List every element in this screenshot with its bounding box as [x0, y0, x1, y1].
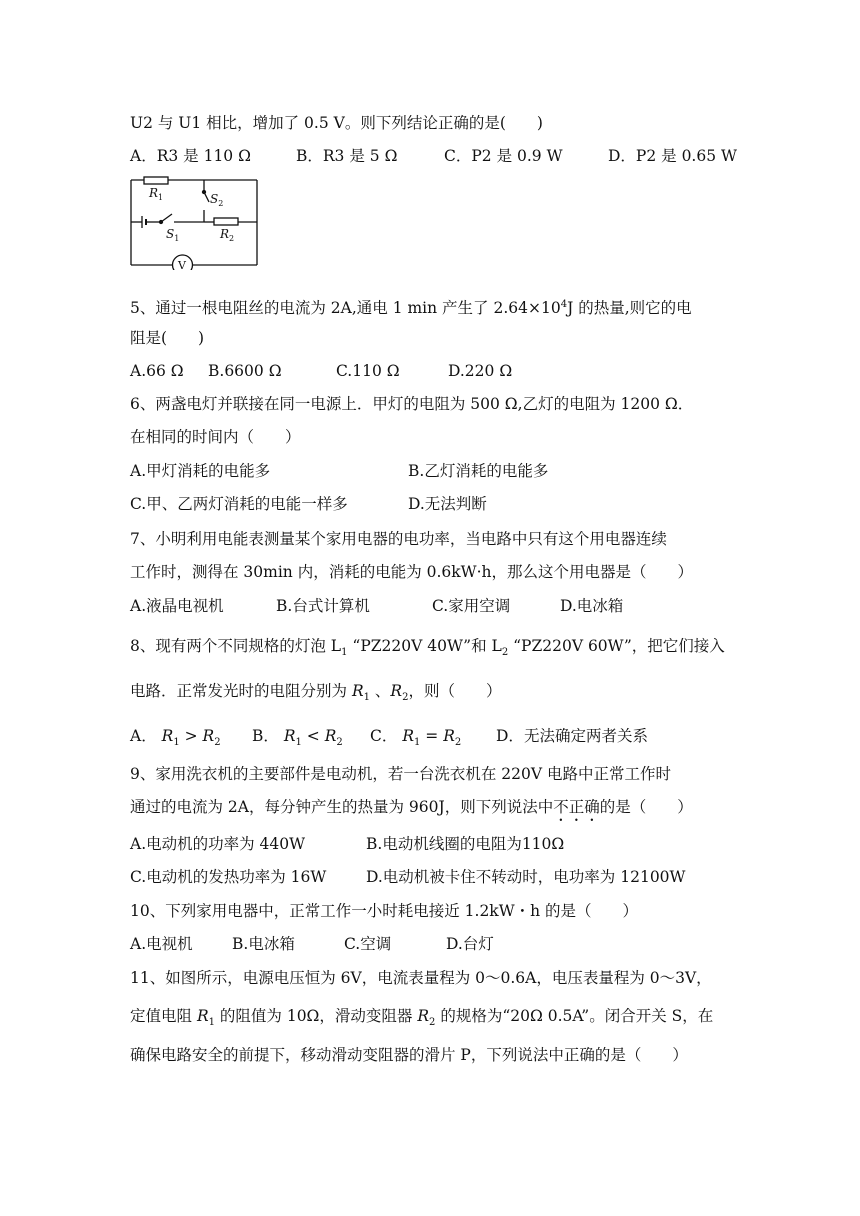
q5-option-a: A.66 Ω: [130, 362, 184, 380]
q7-line-2: 工作时，测得在 30min 内，消耗的电能为 0.6kW·h，那么这个用电器是（ ）: [130, 563, 694, 581]
q9-option-c: C.电动机的发热功率为 16W: [130, 868, 327, 886]
q5-line-2: 阻是( ): [130, 329, 205, 347]
circuit-diagram: [128, 176, 260, 270]
q5-option-c: C.110 Ω: [336, 362, 400, 380]
q8-option-d: D．无法确定两者关系: [496, 727, 648, 745]
s1-label: $S_1$: [166, 227, 180, 243]
s2-label: $S_2$: [210, 192, 224, 208]
q9-option-b: B.电动机线圈的电阻为110Ω: [366, 835, 565, 853]
q6-option-d: D.无法判断: [408, 495, 487, 513]
q4-option-b: B．R3 是 5 Ω: [296, 147, 398, 165]
q8-line-1: 8、现有两个不同规格的灯泡 $L_1$ “PZ220V 40W”和 $L_2$ “PZ220V 60W”，把它们接入: [130, 637, 725, 659]
q11-line-1: 11、如图所示，电源电压恒为 6V，电流表量程为 0～0.6A，电压表量程为 0～3V，: [130, 969, 712, 987]
r2-label: $R_2$: [220, 227, 235, 243]
q7-option-b: B.台式计算机: [276, 597, 370, 615]
q4-option-d: D．P2 是 0.65 W: [608, 147, 737, 165]
q4-option-c: C．P2 是 0.9 W: [444, 147, 563, 165]
r1-label: $R_1$: [149, 186, 164, 202]
emphasis-not-correct: 不正确: [553, 798, 600, 816]
q9-option-d: D.电动机被卡住不转动时，电功率为 12100W: [366, 868, 686, 886]
q7-option-c: C.家用空调: [432, 597, 511, 615]
q10-option-c: C.空调: [344, 935, 392, 953]
q6-option-a: A.甲灯消耗的电能多: [130, 462, 271, 480]
q8-line-2: 电路．正常发光时的电阻分别为 $R_1$ 、$R_2$，则（ ）: [130, 682, 502, 704]
q11-line-3: 确保电路安全的前提下，移动滑动变阻器的滑片 P，下列说法中正确的是（ ）: [130, 1046, 688, 1064]
q6-line-1: 6、两盏电灯并联接在同一电源上．甲灯的电阻为 500 Ω,乙灯的电阻为 1200 Ω．: [130, 395, 694, 413]
q7-option-d: D.电冰箱: [560, 597, 624, 615]
q8-option-b: B． $R_1 < R_2$: [252, 727, 343, 749]
q6-option-c: C.甲、乙两灯消耗的电能一样多: [130, 495, 348, 513]
q7-option-a: A.液晶电视机: [130, 597, 224, 615]
q5-option-b: B.6600 Ω: [208, 362, 282, 380]
q9-line-1: 9、家用洗衣机的主要部件是电动机，若一台洗衣机在 220V 电路中正常工作时: [130, 765, 671, 783]
q8-option-a: A． $R_1 > R_2$: [130, 727, 221, 749]
q5-option-d: D.220 Ω: [448, 362, 513, 380]
q4-stem: U2 与 U1 相比，增加了 0.5 V。则下列结论正确的是( ): [130, 114, 543, 132]
q10-option-b: B.电冰箱: [232, 935, 295, 953]
q10-line-1: 10、下列家用电器中，正常工作一小时耗电接近 1.2kW・h 的是（ ）: [130, 902, 639, 920]
q10-option-d: D.台灯: [446, 935, 494, 953]
q8-option-c: C． $R_1 = R_2$: [370, 727, 462, 749]
q6-line-2: 在相同的时间内（ ）: [130, 428, 301, 446]
q7-line-1: 7、小明利用电能表测量某个家用电器的电功率，当电路中只有这个用电器连续: [130, 530, 667, 548]
q9-option-a: A.电动机的功率为 440W: [130, 835, 306, 853]
q5-line-1: 5、通过一根电阻丝的电流为 2A,通电 1 min 产生了 $2.64\times 10^4J$ 的热量,则它的电: [130, 299, 692, 318]
voltmeter-label: V: [178, 259, 186, 270]
q6-option-b: B.乙灯消耗的电能多: [408, 462, 549, 480]
q4-option-a: A．R3 是 110 Ω: [130, 147, 251, 165]
q10-option-a: A.电视机: [130, 935, 193, 953]
q9-line-2: 通过的电流为 2A，每分钟产生的热量为 960J，则下列说法中不正确的是（ ）: [130, 798, 693, 816]
q11-line-2: 定值电阻 $R_1$ 的阻值为 10Ω，滑动变阻器 $R_2$ 的规格为“20Ω 0.5A”。闭合开关 S，在: [130, 1007, 714, 1029]
